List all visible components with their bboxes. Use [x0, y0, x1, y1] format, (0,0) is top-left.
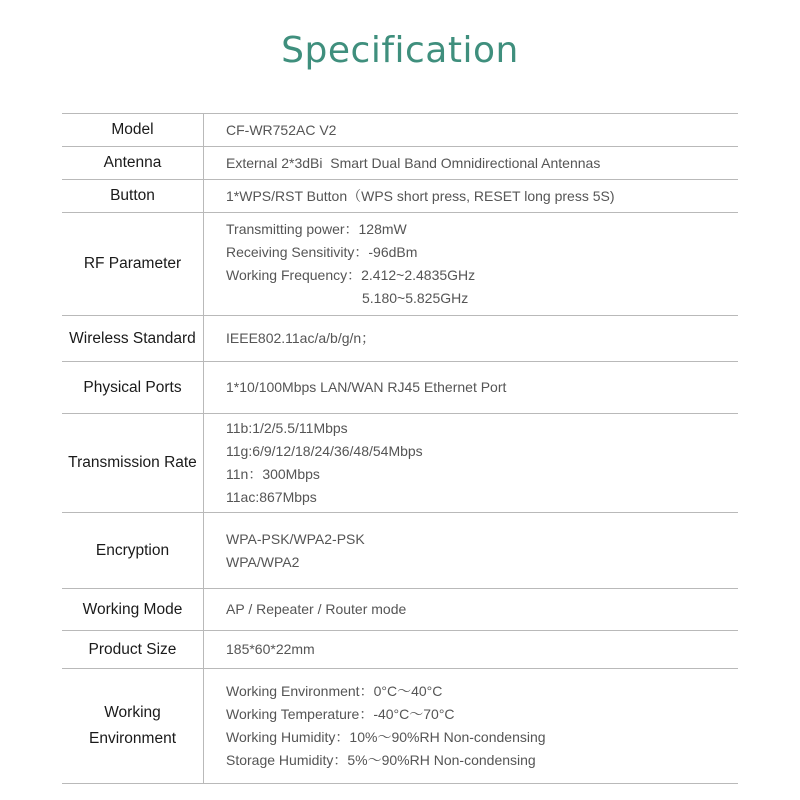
row-label-physical-ports: Physical Ports: [62, 362, 204, 414]
row-value-antenna: [204, 147, 739, 180]
value-line: 5.180~5.825GHz: [362, 290, 469, 306]
row-value-model: [204, 114, 739, 147]
value-line: 11n：300Mbps: [226, 466, 320, 482]
table-row: [62, 114, 738, 147]
value-line: Transmitting power：128mW: [226, 221, 407, 237]
table-row: [62, 362, 738, 414]
row-label-working-environment: [62, 669, 204, 784]
row-value-physical-ports: [204, 362, 739, 414]
value-line: 185*60*22mm: [226, 641, 315, 657]
row-value-working-mode: [204, 589, 739, 631]
table-row: [62, 513, 738, 589]
specification-table: [62, 113, 738, 784]
table-row: [62, 414, 738, 513]
table-row: [62, 631, 738, 669]
row-value-product-size: [204, 631, 739, 669]
table-row: [62, 669, 738, 784]
table-row: [62, 147, 738, 180]
row-value-transmission-rate: [204, 414, 739, 513]
value-line: 1*10/100Mbps LAN/WAN RJ45 Ethernet Port: [226, 379, 507, 395]
value-line: 11ac:867Mbps: [226, 489, 317, 505]
table-row: [62, 213, 738, 316]
value-line: WPA/WPA2: [226, 553, 300, 570]
page-title: Specification: [281, 30, 519, 71]
value-line: Storage Humidity：5%～90%RH Non-condensing: [226, 752, 536, 768]
row-value-wireless-standard: [204, 316, 739, 362]
label-line: Environment: [88, 730, 176, 747]
row-label-wireless-standard: Wireless Standard: [62, 316, 204, 362]
label-line: Working: [104, 704, 161, 721]
value-line: 11g:6/9/12/18/24/36/48/54Mbps: [226, 443, 423, 459]
table-row: [62, 180, 738, 213]
value-line: 11b:1/2/5.5/11Mbps: [226, 420, 348, 436]
value-line: External 2*3dBi Smart Dual Band Omnidirectional Antennas: [226, 154, 601, 171]
value-line: Working Frequency：2.412~2.4835GHz: [226, 267, 476, 283]
row-label-rf-parameter: RF Parameter: [62, 213, 204, 316]
value-line: AP / Repeater / Router mode: [226, 601, 407, 617]
value-line: IEEE802.11ac/a/b/g/n；: [226, 330, 376, 346]
value-line: CF-WR752AC V2: [226, 121, 337, 138]
row-label-encryption: Encryption: [62, 513, 204, 589]
value-line: WPA-PSK/WPA2-PSK: [226, 530, 365, 547]
row-label-transmission-rate: Transmission Rate: [62, 414, 204, 513]
value-line: Working Temperature：-40°C～70°C: [226, 706, 455, 722]
row-value-encryption: [204, 513, 739, 589]
table-row: [62, 316, 738, 362]
value-line: Receiving Sensitivity：-96dBm: [226, 244, 418, 260]
row-label-antenna: Antenna: [62, 147, 204, 180]
row-label-button: Button: [62, 180, 204, 213]
row-label-product-size: Product Size: [62, 631, 204, 669]
row-label-model: Model: [62, 114, 204, 147]
row-value-button: [204, 180, 739, 213]
table-row: [62, 589, 738, 631]
row-label-working-mode: Working Mode: [62, 589, 204, 631]
value-line: Working Humidity：10%～90%RH Non-condensing: [226, 729, 546, 745]
row-value-rf-parameter: [204, 213, 739, 316]
row-value-working-environment: [204, 669, 739, 784]
value-line: 1*WPS/RST Button（WPS short press, RESET long press 5S): [226, 187, 615, 204]
value-line: Working Environment：0°C～40°C: [226, 683, 443, 699]
